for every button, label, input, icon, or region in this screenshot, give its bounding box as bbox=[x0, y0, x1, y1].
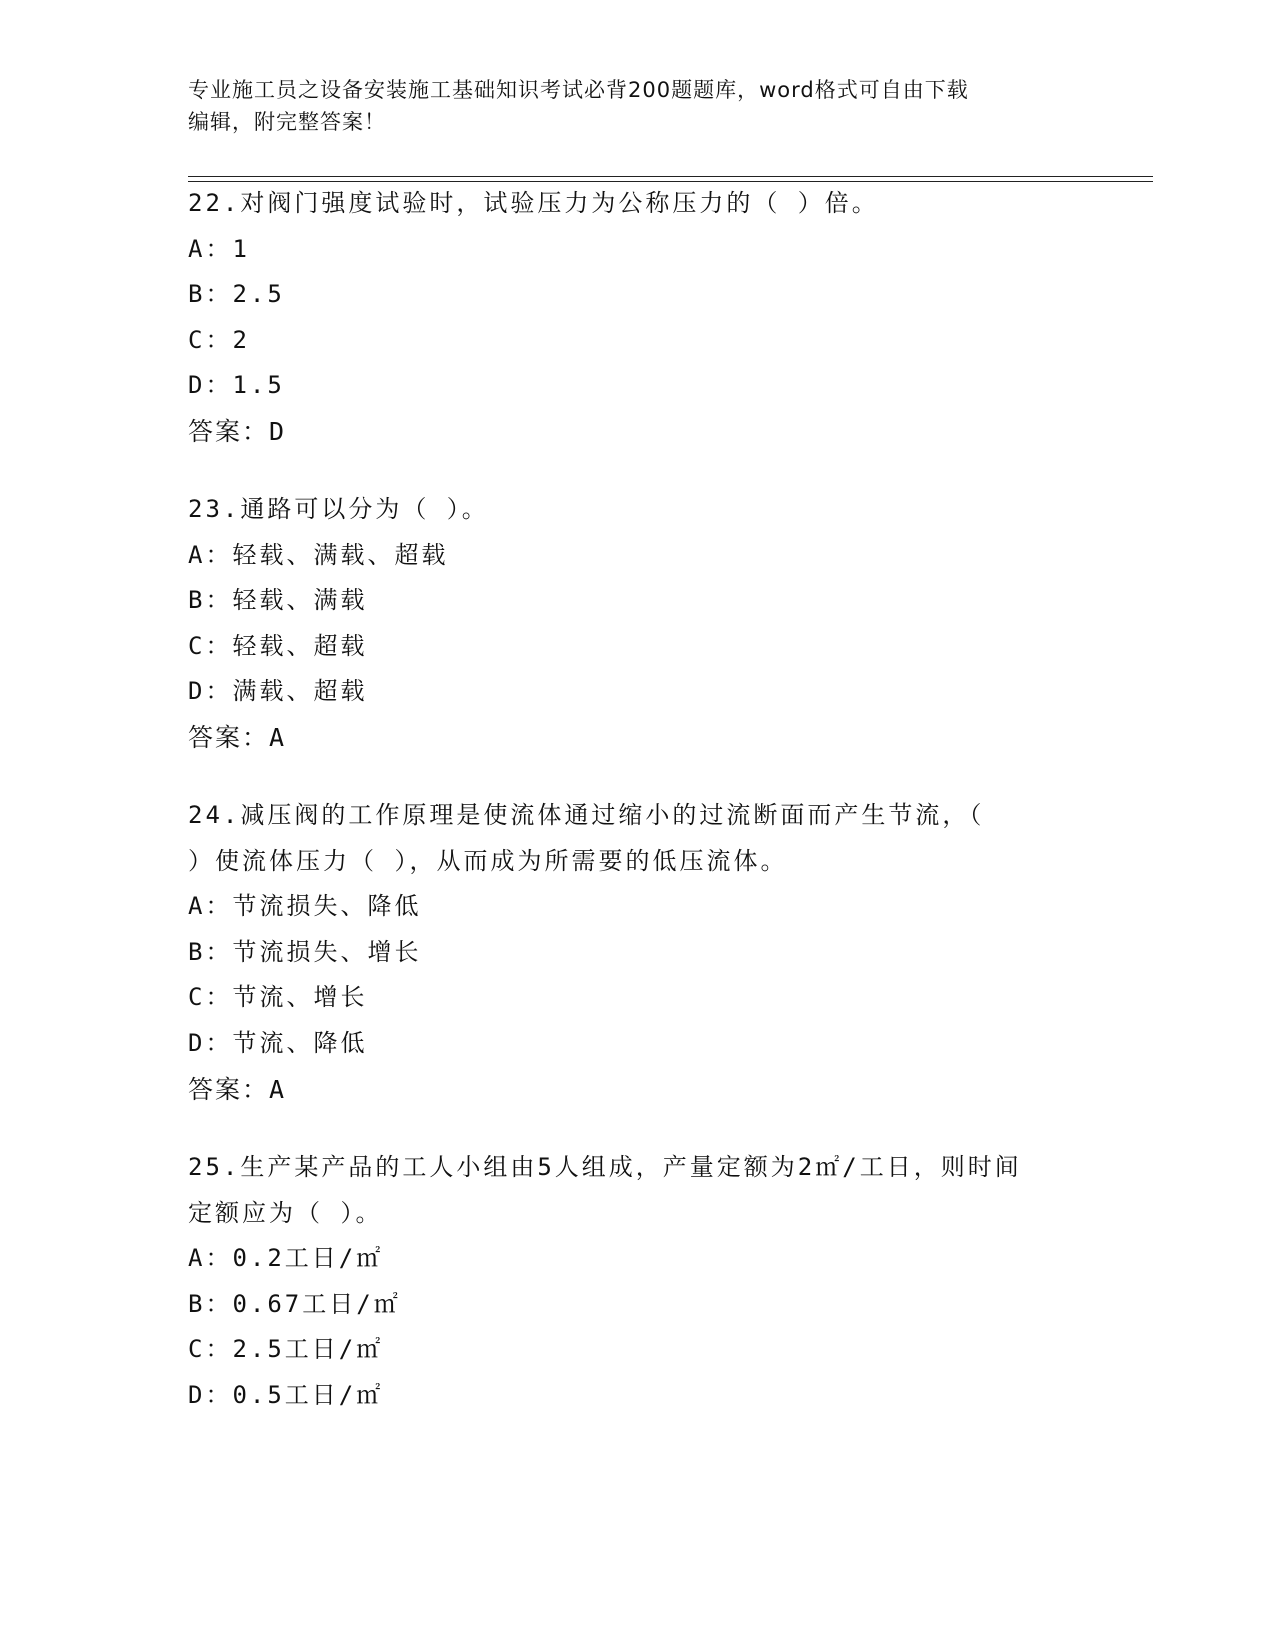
question-stem: 22.对阀门强度试验时，试验压力为公称压力的（ ）倍。 bbox=[188, 189, 879, 217]
answer-label: 答案： bbox=[188, 1074, 270, 1104]
option-d: D：满载、超载 bbox=[188, 677, 368, 706]
option-c: C：2 bbox=[188, 325, 250, 354]
answer-value: A bbox=[269, 1074, 287, 1104]
header-line-2: 编辑，附完整答案！ bbox=[188, 110, 386, 134]
answer-line bbox=[188, 409, 1088, 455]
question-stem: 23.通路可以分为（ ）。 bbox=[188, 495, 489, 523]
option-b: B：节流损失、增长 bbox=[188, 937, 422, 966]
answer-line bbox=[188, 715, 1088, 761]
question-stem: 25.生产某产品的工人小组由5人组成，产量定额为2㎡/工日，则时间 bbox=[188, 1153, 1022, 1181]
option-d: D：节流、降低 bbox=[188, 1028, 368, 1057]
header-line-1: 专业施工员之设备安装施工基础知识考试必背200题题库，word格式可自由下载 bbox=[188, 78, 969, 102]
option-b: B：2.5 bbox=[188, 280, 285, 309]
question-22 bbox=[188, 181, 1088, 455]
option-c: C：轻载、超载 bbox=[188, 631, 368, 660]
option-a: A：1 bbox=[188, 234, 250, 263]
option-a: A：节流损失、降低 bbox=[188, 892, 422, 921]
document-header bbox=[188, 74, 1088, 138]
answer-label: 答案： bbox=[188, 416, 270, 446]
answer-label: 答案： bbox=[188, 722, 270, 752]
option-b: B：轻载、满载 bbox=[188, 586, 368, 615]
option-d: D：0.5工日/㎡ bbox=[188, 1380, 384, 1409]
question-24 bbox=[188, 793, 1088, 1112]
question-stem: 24.减压阀的工作原理是使流体通过缩小的过流断面而产生节流，（ bbox=[188, 801, 985, 829]
question-stem-cont: 定额应为（ ）。 bbox=[188, 1198, 383, 1227]
option-c: C：节流、增长 bbox=[188, 983, 368, 1012]
answer-value: D bbox=[269, 416, 287, 446]
answer-value: A bbox=[269, 722, 287, 752]
answer-line bbox=[188, 1067, 1088, 1113]
option-a: A：0.2工日/㎡ bbox=[188, 1244, 384, 1273]
question-23 bbox=[188, 487, 1088, 761]
option-b: B：0.67工日/㎡ bbox=[188, 1289, 401, 1318]
option-a: A：轻载、满载、超载 bbox=[188, 540, 449, 569]
option-c: C：2.5工日/㎡ bbox=[188, 1335, 384, 1364]
question-stem-cont: ）使流体压力（ ），从而成为所需要的低压流体。 bbox=[188, 846, 788, 875]
question-25 bbox=[188, 1145, 1088, 1419]
header-divider-top bbox=[188, 176, 1153, 177]
option-d: D：1.5 bbox=[188, 371, 285, 400]
